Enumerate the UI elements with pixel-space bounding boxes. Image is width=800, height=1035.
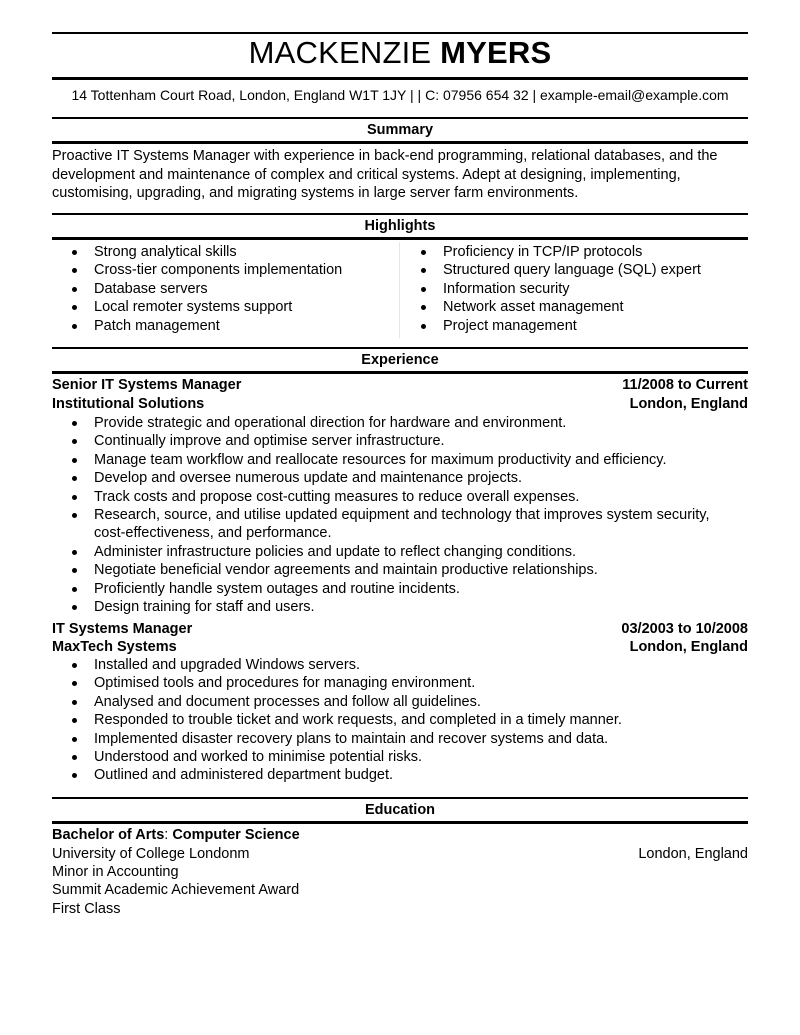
bullet-icon <box>72 250 77 255</box>
degree-line <box>52 826 300 845</box>
job-title: Senior IT Systems Manager <box>52 377 242 393</box>
education-school-row <box>52 845 748 864</box>
list-item: Optimised tools and procedures for managing environment. <box>52 674 742 692</box>
list-item: Administer infrastructure policies and update to reflect changing conditions. <box>52 543 742 561</box>
bullet-icon <box>421 287 426 292</box>
bullet-icon <box>72 773 77 778</box>
job-dates: 03/2003 to 10/2008 <box>621 621 748 637</box>
list-item: Continually improve and optimise server infrastructure. <box>52 432 742 450</box>
list-item: Provide strategic and operational direction for hardware and environment. <box>52 414 742 432</box>
highlights-heading: Highlights <box>364 218 436 234</box>
summary-bottom-rule <box>52 141 748 144</box>
bullet-icon <box>72 268 77 273</box>
job-2-title-row <box>52 620 748 639</box>
list-item: Proficiently handle system outages and routine incidents. <box>52 580 742 598</box>
experience-bottom-rule <box>52 371 748 374</box>
list-item: Understood and worked to minimise potential risks. <box>52 748 742 766</box>
bullet-icon <box>72 700 77 705</box>
highlights-column-divider <box>399 242 400 338</box>
education-line: Minor in Accounting <box>52 864 179 880</box>
list-item: Research, source, and utilise updated equipment and technology that improves system security, cost-effectiveness, and performance. <box>52 506 742 543</box>
last-name: MYERS <box>440 35 552 70</box>
bullet-icon <box>72 458 77 463</box>
job-company: MaxTech Systems <box>52 639 177 655</box>
contact-line: 14 Tottenham Court Road, London, England W1T 1JY | | C: 07956 654 32 | example-email@example.com <box>71 87 729 103</box>
bullet-icon <box>72 439 77 444</box>
bullet-icon <box>72 755 77 760</box>
school-name: University of College Londonm <box>52 846 250 862</box>
list-item: Structured query language (SQL) expert <box>401 261 748 279</box>
header-bottom-rule <box>52 77 748 80</box>
list-item: Implemented disaster recovery plans to maintain and recover systems and data. <box>52 730 742 748</box>
degree-separator: : <box>164 827 169 843</box>
job-title: IT Systems Manager <box>52 621 193 637</box>
bullet-icon <box>72 305 77 310</box>
education-line: First Class <box>52 901 121 917</box>
list-item: Local remoter systems support <box>52 298 392 316</box>
job-location: London, England <box>629 639 748 655</box>
list-item: Negotiate beneficial vendor agreements and maintain productive relationships. <box>52 561 742 579</box>
education-degree-row <box>52 826 748 845</box>
bullet-icon <box>72 287 77 292</box>
list-item: Proficiency in TCP/IP protocols <box>401 243 748 261</box>
list-item: Patch management <box>52 317 392 335</box>
list-item: Manage team workflow and reallocate resources for maximum productivity and efficiency. <box>52 451 742 469</box>
field-of-study: Computer Science <box>172 827 300 843</box>
bullet-icon <box>72 476 77 481</box>
bullet-icon <box>421 324 426 329</box>
highlights-bottom-rule <box>52 237 748 240</box>
highlights-right-list <box>401 243 748 335</box>
summary-heading: Summary <box>366 122 434 138</box>
bullet-icon <box>72 605 77 610</box>
list-item: Outlined and administered department budget. <box>52 766 742 784</box>
bullet-icon <box>72 663 77 668</box>
list-item: Database servers <box>52 280 392 298</box>
bullet-icon <box>72 568 77 573</box>
list-item: Information security <box>401 280 748 298</box>
education-line: Summit Academic Achievement Award <box>52 882 300 898</box>
bullet-icon <box>72 324 77 329</box>
bullet-icon <box>72 495 77 500</box>
list-item: Develop and oversee numerous update and maintenance projects. <box>52 469 742 487</box>
bullet-icon <box>421 305 426 310</box>
job-company: Institutional Solutions <box>52 396 205 412</box>
job-1-bullets <box>52 414 742 616</box>
job-2-bullets <box>52 656 742 785</box>
list-item: Strong analytical skills <box>52 243 392 261</box>
job-1-company-row <box>52 395 748 414</box>
list-item: Responded to trouble ticket and work requests, and completed in a timely manner. <box>52 711 742 729</box>
bullet-icon <box>421 268 426 273</box>
bullet-icon <box>72 513 77 518</box>
list-item: Design training for staff and users. <box>52 598 742 616</box>
job-location: London, England <box>629 396 748 412</box>
candidate-name <box>52 33 748 73</box>
education-bottom-rule <box>52 821 748 824</box>
job-1-title-row <box>52 376 748 395</box>
job-2-company-row <box>52 638 748 657</box>
highlights-top-rule <box>52 213 748 215</box>
list-item: Track costs and propose cost-cutting measures to reduce overall expenses. <box>52 488 742 506</box>
bullet-icon <box>72 550 77 555</box>
list-item: Project management <box>401 317 748 335</box>
highlights-left-list <box>52 243 392 335</box>
list-item: Installed and upgraded Windows servers. <box>52 656 742 674</box>
experience-heading: Experience <box>361 352 439 368</box>
bullet-icon <box>72 718 77 723</box>
education-heading: Education <box>364 802 436 818</box>
school-location: London, England <box>638 846 748 862</box>
job-dates: 11/2008 to Current <box>622 377 748 393</box>
bullet-icon <box>421 250 426 255</box>
bullet-icon <box>72 681 77 686</box>
experience-top-rule <box>52 347 748 349</box>
education-top-rule <box>52 797 748 799</box>
bullet-icon <box>72 421 77 426</box>
first-name: MACKENZIE <box>248 35 432 70</box>
degree: Bachelor of Arts <box>52 827 165 843</box>
summary-top-rule <box>52 117 748 119</box>
list-item: Cross-tier components implementation <box>52 261 392 279</box>
bullet-icon <box>72 737 77 742</box>
list-item: Network asset management <box>401 298 748 316</box>
bullet-icon <box>72 587 77 592</box>
summary-text: Proactive IT Systems Manager with experience in back-end programming, relational databases, and the development and maintenance of complex and critical systems. Adept at designing, implementing, customising, upgrading, and migrating systems in large server farm environments. <box>52 148 718 201</box>
list-item: Analysed and document processes and follow all guidelines. <box>52 693 742 711</box>
